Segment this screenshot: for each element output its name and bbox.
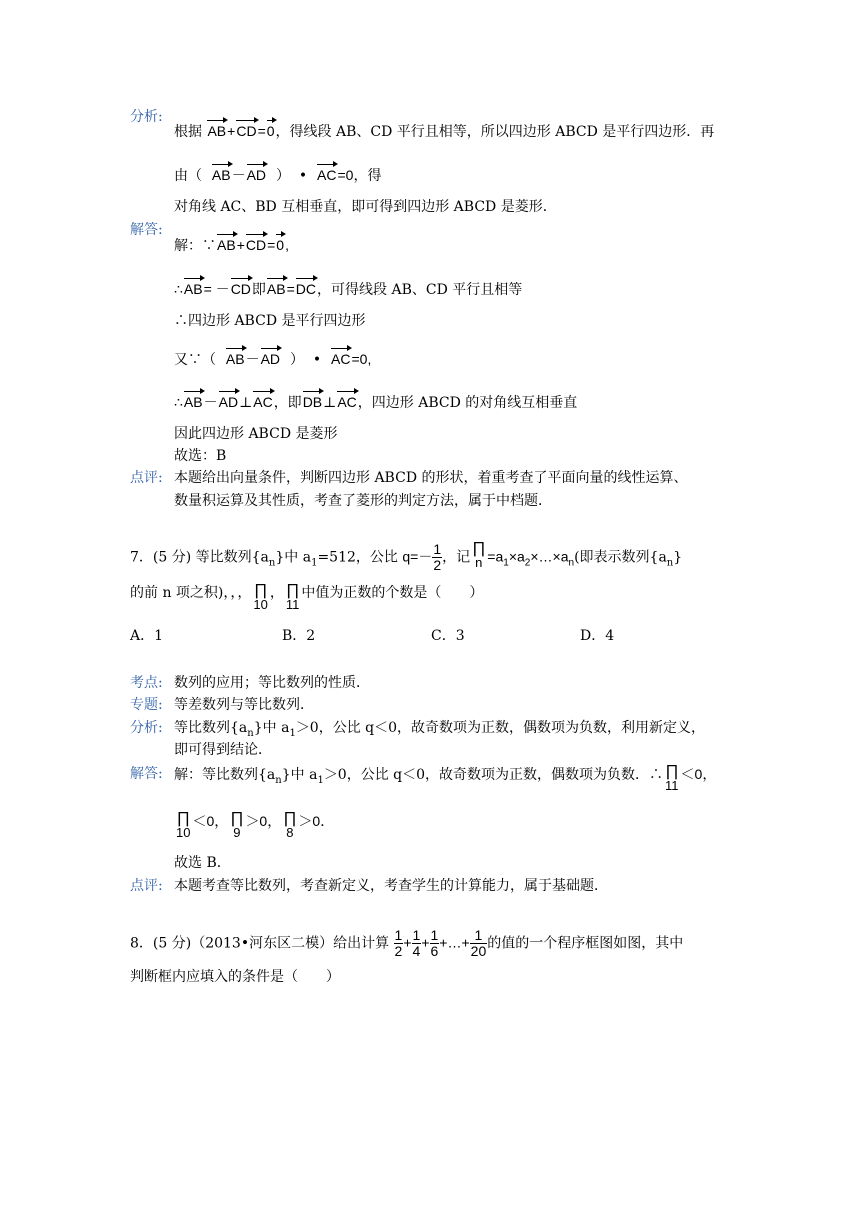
product-symbol-10: ∏ 10 [253,582,268,612]
analysis-label: 分析: [130,720,163,736]
q6-comment-line2: 数量积运算及其性质，考查了菱形的判定方法，属于中档题． [174,493,552,509]
q6-solution-line1: 解：∵AB+CD=0, [174,232,289,255]
q6-solution-line3: ∴四边形 ABCD 是平行四边形 [174,313,366,329]
q7-topic: 等差数列与等比数列． [174,697,314,713]
q7-kaodian: 数列的应用；等比数列的性质． [174,675,370,691]
solution-label: 解答: [130,222,163,238]
q7-solution-line3: 故选 B． [174,855,231,871]
q6-solution-line4: 又∵（ AB－AD ） • AC=0, [174,346,371,369]
analysis-label: 分析: [130,109,163,125]
q7-option-d: D．4 [580,628,615,644]
vector-AB: AB [207,118,226,140]
q6-solution-line2: ∴AB= －CD即AB=DC，可得线段 AB、CD 平行且相等 [174,276,522,299]
q6-solution-line5: ∴AB－AD⊥AC，即DB⊥AC，四边形 ABCD 的对角线互相垂直 [174,389,577,412]
solution-label: 解答: [130,766,163,782]
q6-analysis-line2: 由（ AB－AD ） • AC=0，得 [174,162,381,185]
product-symbol-n: ∏ n [472,540,486,570]
q7-stem-line1: 7．(5 分) 等比数列$\{a_n\}$中 $a_1=512$，公比 q=－ $\frac{1}{2}$ ，记 ∏ n $=a_1\times a_2\times\dots\times a_n$(即表示数列$\{a_n\}$ [130,540,683,573]
vector-CD: CD [236,118,256,140]
q7-option-c: C．3 [431,628,465,644]
product-symbol-11: ∏ 11 [285,582,300,612]
comment-label: 点评: [130,470,163,486]
q7-solution-line2: ∏ 10 ＜0， ∏ 9 ＞0， ∏ 8 ＞0． [176,810,335,840]
q7-analysis-line1: 等比数列$\{a_n\}$中 $a_1>0$，公比 q＜0，故奇数项为正数，偶数项为负数，利用新定义， [174,720,706,739]
comment-label: 点评: [130,878,163,894]
q7-comment: 本题考查等比数列，考查新定义，考查学生的计算能力，属于基础题． [174,878,608,894]
q6-comment-line1: 本题给出向量条件，判断四边形 ABCD 的形状，着重考查了平面向量的线性运算、 [174,470,688,486]
q7-analysis-line2: 即可得到结论． [174,742,272,758]
q7-option-a: A．1 [130,628,164,644]
q8-stem-line1: 8．(5 分)（2013•河东区二模）给出计算 $\frac{1}{2}$ + $\frac{1}{4}$ + $\frac{1}{6}$ +…+ $\frac{1}{20}$ 的值的一个程序框图如图，其中 [130,927,684,959]
q7-solution-line1: 解：等比数列$\{a_n\}$中 $a_1>0$，公比 q＜0，故奇数项为正数，偶数项为负数．∴ ∏ 11 ＜0， [174,763,717,793]
q6-solution-line7: 故选：B [174,448,227,464]
q6-solution-line6: 因此四边形 ABCD 是菱形 [174,426,338,442]
q7-option-b: B．2 [282,628,316,644]
q8-stem-line2: 判断框内应填入的条件是（ ） [130,969,340,985]
fraction-one-half: $\frac{1}{2}$ [433,541,442,573]
q6-analysis-line3: 对角线 AC、BD 互相垂直，即可得到四边形 ABCD 是菱形． [174,199,557,215]
vector-zero: 0 [267,118,275,140]
topic-label: 专题: [130,697,163,713]
q6-analysis-line1: 根据 AB+CD=0，得线段 AB、CD 平行且相等，所以四边形 ABCD 是平行四边形．再 [174,118,714,141]
q7-stem-line2: 的前 n 项之积)，，， ∏ 10 ， ∏ 11 中值为正数的个数是（ ） [130,582,484,612]
kaodian-label: 考点: [130,675,163,691]
